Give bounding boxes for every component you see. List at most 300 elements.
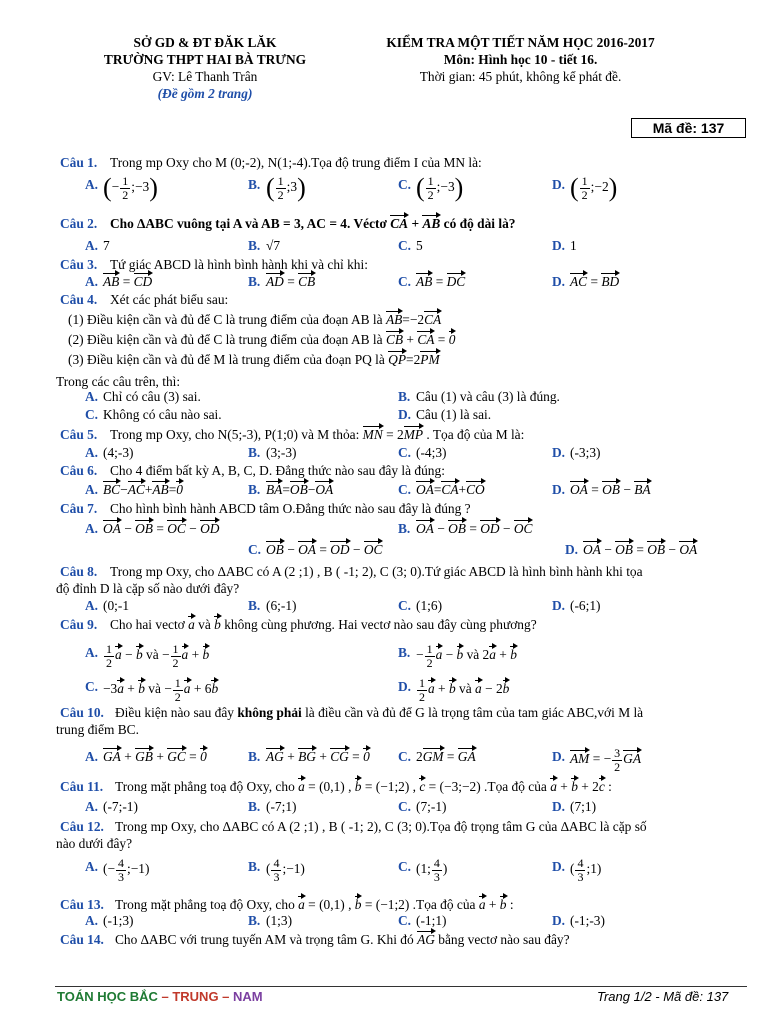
answer-option[interactable] (0, 519, 768, 539)
option-label[interactable]: D. (552, 238, 566, 253)
math-text: và − (144, 681, 172, 697)
answer-option[interactable] (0, 173, 768, 203)
text-run: Cho hình bình hành ABCD tâm O.Đẳng thức nào sau đây là đúng ? (110, 501, 471, 516)
vector-symbol: BC (103, 482, 121, 497)
footer-brand-part: NAM (233, 989, 263, 1004)
math-text: (-1;1) (416, 913, 447, 928)
text-run: (1) Điều kiện cần và đủ để C là trung điểm của đoạn AB là (68, 312, 386, 327)
vector-symbol: MP (403, 427, 424, 442)
question-text (68, 350, 440, 370)
option-label[interactable]: C. (398, 749, 412, 764)
math-text: = (185, 749, 201, 764)
fraction-numerator: 1 (174, 676, 181, 690)
math-text: (-7;1) (266, 799, 297, 814)
emphasis-text: không phải (237, 705, 302, 720)
text-run: Điều kiện nào sau đây (115, 705, 238, 720)
answer-option[interactable] (0, 405, 768, 425)
question-line (0, 350, 768, 370)
math-text: và 2 (463, 647, 490, 663)
fraction (580, 175, 590, 201)
question-label: Câu 2. (60, 216, 98, 231)
math-text: − (283, 542, 299, 557)
vector-symbol: b (448, 681, 456, 697)
fraction-numerator: 1 (419, 676, 425, 690)
option-label[interactable]: B. (248, 238, 261, 253)
vector-symbol: 0 (448, 332, 456, 347)
subject-line: Môn: Hình học 10 - tiết 16. (443, 52, 598, 67)
math-text: − (120, 482, 128, 497)
page-count-note: (Đề gồm 2 trang) (157, 86, 253, 101)
option-label[interactable]: D. (552, 177, 566, 192)
vector-symbol: CG (330, 749, 349, 764)
vector-symbol: b (214, 617, 221, 632)
vector-symbol: a (475, 681, 482, 697)
fraction-numerator: 3 (614, 746, 621, 760)
math-text: = (283, 274, 299, 289)
text-run: và (194, 617, 215, 632)
math-text: + (120, 749, 136, 764)
answer-option[interactable] (0, 746, 768, 774)
option-label[interactable]: D. (398, 407, 412, 422)
fraction-numerator: 4 (577, 856, 584, 870)
vector-symbol: a (428, 681, 435, 697)
text-run: (2) Điều kiện cần và đủ để C là trung điểm của đoạn AB là (68, 332, 386, 347)
math-text: (4;-3) (103, 445, 134, 460)
paren-symbol: ( (570, 173, 579, 203)
option-value (583, 540, 697, 560)
math-text: − (665, 542, 680, 557)
text-run: Trong mp Oxy, cho ∆ABC có A (2 ;1) , B ( -1; 2), C (3; 0).Tứ giác ABCD là hình bình hành khi tọa (110, 564, 643, 579)
option-label[interactable]: B. (248, 749, 261, 764)
vector-symbol: OB (289, 482, 308, 497)
time-line: Thời gian: 45 phút, không kể phát đề. (419, 69, 622, 84)
math-text: (1; (416, 861, 431, 877)
vector-symbol: GC (167, 749, 186, 764)
math-text: − (442, 647, 457, 663)
option-label[interactable]: D. (552, 913, 566, 928)
question-text (110, 425, 524, 445)
vector-symbol: OA (298, 542, 316, 557)
option-label[interactable]: A. (85, 238, 99, 253)
option-label[interactable]: D. (552, 799, 566, 814)
option-value (570, 175, 617, 201)
question-text (115, 777, 612, 797)
option-label[interactable]: D. (398, 679, 412, 694)
option-value (570, 443, 601, 463)
math-text: = (348, 749, 364, 764)
vector-symbol: a (188, 617, 195, 632)
option-value (416, 643, 517, 669)
paren-symbol: ) (149, 173, 158, 203)
question-text (56, 720, 139, 740)
vector-symbol: b (202, 647, 210, 663)
vector-symbol: OC (363, 542, 383, 557)
vector-symbol: MN (362, 427, 383, 442)
option-label[interactable]: B. (248, 445, 261, 460)
option-label[interactable]: D. (552, 445, 566, 460)
option-label[interactable]: A. (85, 859, 99, 874)
math-text: − (499, 521, 514, 536)
math-text: − (619, 482, 635, 497)
fraction-denominator: 2 (581, 187, 588, 202)
question-line (0, 499, 768, 519)
option-label[interactable]: B. (248, 274, 261, 289)
vector-symbol: AM (570, 751, 590, 767)
vector-symbol: a (435, 647, 443, 663)
math-text: 1 (570, 238, 577, 253)
answer-option[interactable] (0, 540, 768, 560)
fraction-denominator: 2 (277, 187, 284, 202)
question-label: Câu 12. (60, 819, 104, 834)
math-text: = (315, 542, 331, 557)
fraction-denominator: 2 (122, 187, 129, 202)
text-run: không cùng phương. Hai vectơ nào sau đây cùng phương? (220, 617, 537, 632)
footer-brand-part: – (218, 989, 234, 1004)
math-text: + (123, 681, 139, 697)
math-text: Câu (1) và câu (3) là đúng. (416, 389, 560, 404)
option-label[interactable]: A. (85, 521, 99, 536)
question-text (110, 214, 515, 234)
math-text: − (600, 542, 616, 557)
math-text: + 6 (190, 681, 212, 697)
answer-option[interactable] (0, 676, 768, 704)
text-run: : (604, 779, 612, 794)
option-value (416, 387, 560, 407)
fraction-numerator: 4 (118, 856, 125, 870)
text-run: = (434, 332, 449, 347)
text-run: Trong các câu trên, thì: (56, 374, 181, 389)
math-text: ( (570, 861, 575, 877)
text-run: Cho ∆ABC với trung tuyến AM và trọng tâm G. Khi đó (115, 932, 418, 947)
option-label[interactable]: A. (85, 598, 99, 613)
vector-symbol: AB (422, 216, 441, 231)
vector-symbol: AB (152, 482, 169, 497)
text-run: + (403, 332, 418, 347)
vector-symbol: OB (448, 521, 466, 536)
question-text (110, 290, 228, 310)
vector-symbol: b (510, 647, 517, 663)
teacher-name: GV: Lê Thanh Trân (152, 69, 258, 84)
option-label[interactable]: B. (248, 482, 261, 497)
option-value (570, 596, 601, 616)
text-run: =2 (406, 352, 421, 367)
question-label: Câu 11. (60, 779, 104, 794)
vector-symbol: OD (480, 521, 500, 536)
vector-symbol: a (478, 897, 486, 912)
text-run: Tứ giác ABCD là hình bình hành khi và chỉ khi: (110, 257, 368, 272)
option-label[interactable]: D. (552, 859, 566, 874)
option-label[interactable]: A. (85, 274, 99, 289)
math-text: Câu (1) là sai. (416, 407, 492, 422)
option-label[interactable]: B. (398, 521, 411, 536)
math-text: + (458, 482, 467, 497)
vector-symbol: a (298, 779, 305, 794)
question-text (110, 153, 482, 173)
option-label[interactable]: B. (398, 645, 411, 660)
math-text: = (587, 482, 603, 497)
fraction (425, 643, 435, 669)
math-text: và (455, 681, 475, 697)
option-label[interactable]: C. (398, 799, 412, 814)
vector-symbol: OB (602, 482, 620, 497)
vector-symbol: CD (133, 274, 153, 289)
option-label[interactable]: D. (565, 542, 579, 557)
text-run: = (−1;2) , (361, 779, 420, 794)
option-label[interactable]: A. (85, 389, 99, 404)
option-label[interactable]: B. (248, 177, 261, 192)
text-run: + (408, 216, 423, 231)
question-line (0, 425, 768, 445)
text-run: (3) Điều kiện cần và đủ để M là trung điểm của đoạn PQ là (68, 352, 389, 367)
vector-symbol: OB (647, 542, 666, 557)
question-line (0, 310, 768, 330)
paren-symbol: ( (266, 173, 275, 203)
text-run: Trong mp Oxy, cho ∆ABC có A (2 ;1) , B ( -1; 2), C (3; 0).Tọa độ trọng tâm G của ∆ABC là cặp số (115, 819, 647, 834)
question-label: Câu 13. (60, 897, 104, 912)
option-label[interactable]: A. (85, 445, 99, 460)
option-value (570, 272, 619, 292)
option-label[interactable]: D. (552, 482, 566, 497)
option-value (416, 677, 509, 703)
math-text: = (443, 749, 458, 764)
option-label[interactable]: D. (552, 598, 566, 613)
math-text: ;−3 (436, 179, 455, 195)
math-text: 7 (103, 238, 110, 253)
fraction-numerator: 1 (172, 642, 179, 656)
option-label[interactable]: C. (398, 177, 412, 192)
option-label[interactable]: C. (85, 407, 99, 422)
math-text: ;−2 (590, 179, 609, 195)
option-value (570, 797, 596, 817)
option-value (570, 911, 605, 931)
math-text: (6;-1) (266, 598, 297, 613)
vector-symbol: AB (416, 274, 433, 289)
option-label[interactable]: D. (552, 274, 566, 289)
option-value (570, 857, 601, 883)
fraction-denominator: 3 (577, 869, 584, 884)
math-text: + (283, 749, 299, 764)
vector-symbol: GA (103, 749, 121, 764)
vector-symbol: b (135, 647, 143, 663)
math-text: ;−1) (127, 861, 150, 877)
department-name: SỞ GD & ĐT ĐĂK LĂK (133, 35, 277, 50)
vector-symbol: CB (298, 274, 316, 289)
vector-symbol: OA (570, 482, 588, 497)
math-text: −3 (103, 681, 118, 697)
answer-option[interactable] (0, 480, 768, 500)
math-text: ;3 (286, 179, 298, 195)
option-value (570, 480, 651, 500)
fraction-numerator: 1 (106, 642, 112, 656)
option-label[interactable]: B. (248, 859, 261, 874)
option-label[interactable]: C. (398, 913, 412, 928)
footer-brand (57, 990, 263, 1005)
fraction-numerator: 1 (581, 174, 588, 188)
vector-symbol: AC (570, 274, 588, 289)
vector-symbol: CO (466, 482, 485, 497)
answer-option[interactable] (0, 236, 768, 256)
question-line (0, 834, 768, 854)
question-text (110, 615, 537, 635)
vector-symbol: PM (420, 352, 440, 367)
math-text: ;−3 (131, 179, 150, 195)
math-text: (-7;-1) (103, 799, 138, 814)
text-run: = (0,1) , (304, 779, 355, 794)
question-text (115, 930, 570, 950)
question-label: Câu 4. (60, 292, 98, 307)
option-value (416, 519, 532, 539)
option-label[interactable]: D. (552, 749, 566, 764)
option-label[interactable]: A. (85, 799, 99, 814)
option-label[interactable]: B. (248, 799, 261, 814)
paren-symbol: ( (103, 173, 112, 203)
math-text: (3;-3) (266, 445, 297, 460)
answer-option[interactable] (0, 911, 768, 931)
vector-symbol: AC (127, 482, 145, 497)
footer-page-info: Trang 1/2 - Mã đề: 137 (597, 989, 729, 1004)
option-label[interactable]: A. (85, 749, 99, 764)
text-run: là điều cần và đủ để G là trọng tâm của tam giác ABC,với M là (301, 705, 644, 720)
math-text: Chỉ có câu (3) sai. (103, 389, 201, 404)
school-name: TRƯỜNG THPT HAI BÀ TRƯNG (103, 52, 307, 67)
vector-symbol: GB (135, 749, 153, 764)
fraction-denominator: 2 (174, 689, 181, 704)
option-label[interactable]: C. (398, 859, 412, 874)
text-run: Trong mặt phẳng toạ độ Oxy, cho (115, 897, 299, 912)
vector-symbol: CB (385, 332, 404, 347)
vector-symbol: OA (315, 482, 334, 497)
vector-symbol: b (499, 897, 507, 912)
option-label[interactable]: C. (398, 482, 412, 497)
option-label[interactable]: C. (398, 238, 412, 253)
text-run: bằng vectơ nào sau đây? (434, 932, 570, 947)
math-text: (7;1) (570, 799, 597, 814)
question-text (68, 330, 455, 350)
vector-symbol: c (419, 779, 426, 794)
math-text: = (119, 274, 134, 289)
vector-symbol: AG (417, 932, 435, 947)
footer-brand-part: TOÁN HỌC BẮC (57, 989, 158, 1004)
text-run: có độ dài là? (440, 216, 516, 231)
answer-option[interactable] (0, 443, 768, 463)
fraction-denominator: 3 (273, 869, 280, 884)
vector-symbol: 0 (363, 749, 370, 764)
vector-symbol: OC (167, 521, 186, 536)
math-text: và − (142, 647, 170, 663)
question-label: Câu 7. (60, 501, 98, 516)
answer-option[interactable] (0, 596, 768, 616)
option-label[interactable]: A. (85, 645, 99, 660)
option-label[interactable]: C. (85, 679, 99, 694)
vector-symbol: OC (513, 521, 533, 536)
vector-symbol: CA (390, 216, 409, 231)
math-text: (-3;3) (570, 445, 601, 460)
fraction (612, 747, 622, 773)
vector-symbol: QP (388, 352, 407, 367)
text-run: = (−1;2) .Tọa độ của (361, 897, 479, 912)
text-run: Trong mp Oxy cho M (0;-2), N(1;-4).Tọa độ trung điểm I của MN là: (110, 155, 482, 170)
footer-brand-part: TRUNG (172, 989, 219, 1004)
math-text: − (349, 542, 364, 557)
vector-symbol: b (571, 779, 578, 794)
math-text: + (434, 681, 449, 697)
vector-symbol: OA (416, 521, 434, 536)
math-text: ( (266, 861, 271, 877)
math-text: − (120, 521, 136, 536)
math-text: + (188, 647, 203, 663)
vector-symbol: OA (679, 542, 698, 557)
vector-symbol: OB (135, 521, 153, 536)
vector-symbol: OB (266, 542, 284, 557)
fraction-numerator: 1 (122, 174, 129, 188)
option-label[interactable]: B. (248, 598, 261, 613)
exam-title: KIỂM TRA MỘT TIẾT NĂM HỌC 2016-2017 (386, 35, 655, 50)
vector-symbol: GM (422, 749, 444, 764)
vector-symbol: c (598, 779, 605, 794)
answer-option[interactable] (0, 272, 768, 292)
option-label[interactable]: B. (248, 913, 261, 928)
question-label: Câu 1. (60, 155, 98, 170)
fraction-denominator: 2 (426, 655, 433, 670)
math-text: − (433, 521, 449, 536)
fraction-denominator: 2 (614, 759, 621, 774)
paren-symbol: ) (297, 173, 306, 203)
option-label[interactable]: C. (398, 274, 412, 289)
math-text: − (121, 647, 136, 663)
vector-symbol: BA (266, 482, 283, 497)
text-run: trung điểm BC. (56, 722, 139, 737)
vector-symbol: b (502, 681, 510, 697)
math-text: + (315, 749, 331, 764)
math-text: (-1;-3) (570, 913, 605, 928)
text-run: Cho ∆ABC vuông tại A và AB = 3, AC = 4. Véctơ (110, 216, 391, 231)
question-line (0, 330, 768, 350)
question-line (0, 290, 768, 310)
answer-option[interactable] (0, 642, 768, 670)
vector-symbol: b (138, 681, 145, 697)
math-text: − 2 (481, 681, 503, 697)
answer-option[interactable] (0, 856, 768, 884)
option-label[interactable]: A. (85, 177, 99, 192)
question-label: Câu 14. (60, 932, 104, 947)
text-run: = (0,1) , (304, 897, 355, 912)
answer-option[interactable] (0, 387, 768, 407)
option-label[interactable]: C. (398, 598, 412, 613)
option-value (416, 405, 491, 425)
question-label: Câu 10. (60, 705, 104, 720)
option-label[interactable]: B. (398, 389, 411, 404)
answer-option[interactable] (0, 797, 768, 817)
option-label[interactable]: A. (85, 482, 99, 497)
fraction-numerator: 1 (427, 174, 434, 188)
vector-symbol: b (354, 897, 362, 912)
fraction-denominator: 3 (118, 869, 125, 884)
math-text: (1;6) (416, 598, 443, 613)
text-run: + (556, 779, 572, 794)
question-line (0, 777, 768, 797)
option-label[interactable]: C. (248, 542, 262, 557)
option-label[interactable]: C. (398, 445, 412, 460)
math-text: = (632, 542, 648, 557)
vector-symbol: b (354, 779, 362, 794)
footer-divider (55, 986, 747, 987)
vector-symbol: BG (298, 749, 316, 764)
sign-symbol: − (111, 179, 120, 195)
vector-symbol: 0 (176, 482, 183, 497)
footer-brand-part: – (157, 989, 173, 1004)
math-text: √7 (266, 238, 281, 253)
option-label[interactable]: A. (85, 913, 99, 928)
